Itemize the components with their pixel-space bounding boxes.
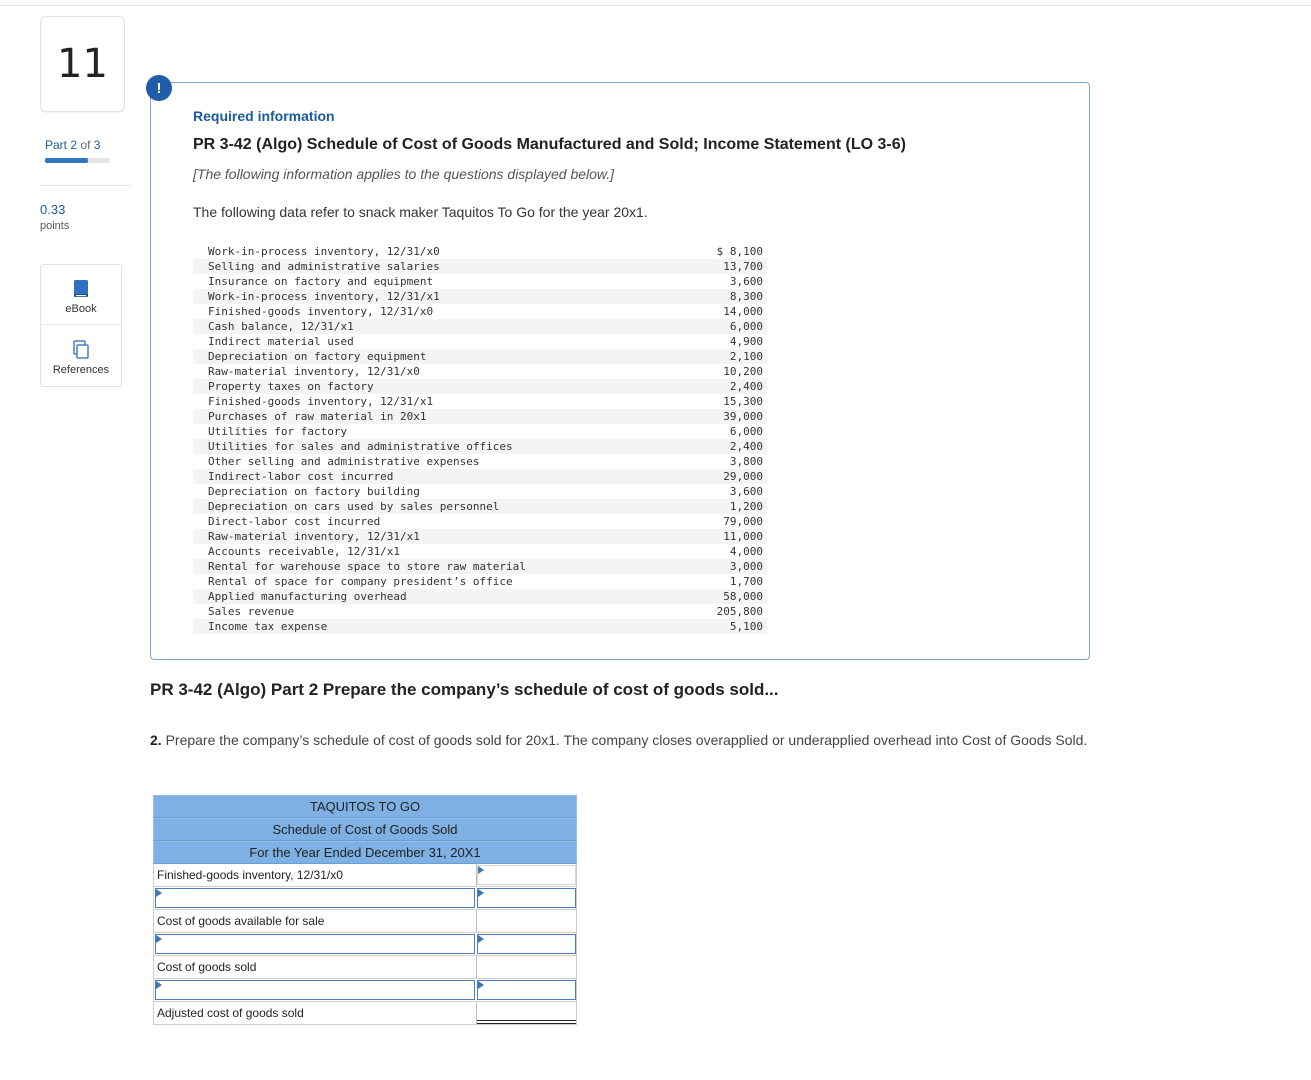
data-row-value: 5,100 xyxy=(647,619,767,634)
row-label: Cost of goods available for sale xyxy=(157,914,325,928)
dropdown-flag-icon xyxy=(156,981,162,989)
points-label: points xyxy=(40,220,70,232)
ebook-button[interactable] xyxy=(41,265,121,325)
ebook-label: eBook xyxy=(65,303,97,315)
dropdown-flag-icon xyxy=(156,935,162,943)
data-row xyxy=(193,544,767,559)
data-row-label: Utilities for sales and administrative offices xyxy=(193,439,647,454)
data-row-label: Income tax expense xyxy=(193,619,647,634)
points-value: 0.33 xyxy=(40,202,66,217)
input-flag-icon xyxy=(478,935,484,943)
part-indicator xyxy=(45,138,100,152)
dropdown-flag-icon xyxy=(156,889,162,897)
line-item-amount-3[interactable] xyxy=(477,980,576,1000)
question-number: 11 xyxy=(40,16,125,112)
data-row-value: 29,000 xyxy=(647,469,767,484)
line-item-select-2[interactable] xyxy=(155,934,475,954)
data-row-value: 205,800 xyxy=(716,605,763,618)
data-row-label: Sales revenue xyxy=(208,605,295,618)
data-row xyxy=(193,364,767,379)
data-row xyxy=(193,424,767,439)
column-divider xyxy=(476,910,477,932)
data-row-value: 39,000 xyxy=(647,409,767,424)
data-row-label: Property taxes on factory xyxy=(193,379,647,394)
row-label: Cost of goods sold xyxy=(157,960,257,974)
data-row-value: 6,000 xyxy=(729,425,763,438)
part-total: 3 xyxy=(93,138,101,152)
data-row-value: 1,700 xyxy=(729,575,763,588)
data-row-value: 10,200 xyxy=(723,365,763,378)
required-info-heading: Required information xyxy=(193,108,335,124)
worksheet-period: For the Year Ended December 31, 20X1 xyxy=(153,841,577,864)
part-of: of xyxy=(80,138,91,152)
data-row xyxy=(193,394,767,409)
data-row xyxy=(193,604,767,619)
data-row-label: Raw-material inventory, 12/31/x0 xyxy=(208,365,420,378)
data-row xyxy=(193,559,767,574)
tools-panel xyxy=(40,264,122,387)
column-divider xyxy=(476,956,477,978)
data-row xyxy=(193,379,767,394)
points-display xyxy=(40,202,69,234)
data-row-label: Raw-material inventory, 12/31/x1 xyxy=(193,529,647,544)
data-row-value: 79,000 xyxy=(723,515,763,528)
data-row xyxy=(193,334,767,349)
data-row-value: 4,000 xyxy=(729,545,763,558)
part-progress-fill xyxy=(45,158,88,163)
data-row-label: Utilities for factory xyxy=(208,425,348,438)
instruction-text: Prepare the company’s schedule of cost of goods sold for 20x1. The company closes overapplied or underapplied overhead into Cost of Goods Sold. xyxy=(161,732,1088,748)
data-table xyxy=(193,244,767,634)
data-row-label: Purchases of raw material in 20x1 xyxy=(193,409,647,424)
part-prefix: Part xyxy=(45,138,68,152)
data-row-label: Rental for warehouse space to store raw material xyxy=(193,559,647,574)
data-row-label: Other selling and administrative expenses xyxy=(208,455,480,468)
data-row-label: Direct-labor cost incurred xyxy=(208,515,381,528)
worksheet-schedule-title: Schedule of Cost of Goods Sold xyxy=(153,818,577,841)
data-row xyxy=(193,349,767,364)
data-row xyxy=(193,484,767,499)
row-cogs xyxy=(153,956,577,979)
data-row-label: Finished-goods inventory, 12/31/x0 xyxy=(208,305,434,318)
data-row-value: 3,600 xyxy=(729,275,763,288)
data-row-label: Finished-goods inventory, 12/31/x1 xyxy=(208,395,434,408)
problem-note: [The following information applies to the questions displayed below.] xyxy=(193,166,615,182)
data-row-value: 3,000 xyxy=(647,559,767,574)
data-row-value: 8,300 xyxy=(647,289,767,304)
data-row-label: Depreciation on cars used by sales personnel xyxy=(193,499,647,514)
row-adjusted-cogs xyxy=(153,1002,577,1025)
data-row-value: 11,000 xyxy=(647,529,767,544)
rail-divider xyxy=(40,185,130,186)
data-row-value: 2,400 xyxy=(647,439,767,454)
alert-icon: ! xyxy=(146,75,172,101)
problem-title: PR 3-42 (Algo) Schedule of Cost of Goods Manufactured and Sold; Income Statement (LO 3-6) xyxy=(193,136,906,153)
data-row-value: 58,000 xyxy=(647,589,767,604)
data-row xyxy=(193,244,767,259)
line-item-select-1[interactable] xyxy=(155,888,475,908)
data-row xyxy=(193,514,767,529)
row-label: Finished-goods inventory, 12/31/x0 xyxy=(157,868,343,882)
data-row xyxy=(193,574,767,589)
data-row-label: Rental of space for company president’s office xyxy=(208,575,513,588)
line-item-amount-2[interactable] xyxy=(477,934,576,954)
data-row xyxy=(193,274,767,289)
part2-instruction xyxy=(150,732,1090,749)
data-row-value: 13,700 xyxy=(647,259,767,274)
data-row-value: 15,300 xyxy=(723,395,763,408)
references-button[interactable] xyxy=(41,326,121,386)
data-row-label: Depreciation on factory building xyxy=(208,485,420,498)
data-row-value: 3,800 xyxy=(729,455,763,468)
row-goods-available xyxy=(153,910,577,933)
data-row xyxy=(193,499,767,514)
references-label: References xyxy=(52,364,110,376)
line-item-select-3[interactable] xyxy=(155,980,475,1000)
cogs-worksheet xyxy=(153,795,577,1025)
row-blank-1 xyxy=(153,887,577,910)
data-row-value: 3,600 xyxy=(729,485,763,498)
data-row-label: Insurance on factory and equipment xyxy=(208,275,434,288)
data-row-label: Work-in-process inventory, 12/31/x0 xyxy=(208,245,440,258)
data-row xyxy=(193,304,767,319)
data-row xyxy=(193,529,767,544)
data-row xyxy=(193,619,767,634)
top-divider xyxy=(0,5,1311,6)
data-row-label: Cash balance, 12/31/x1 xyxy=(193,319,647,334)
data-row xyxy=(193,469,767,484)
data-row-label: Accounts receivable, 12/31/x1 xyxy=(208,545,401,558)
references-icon xyxy=(72,340,90,360)
input-flag-icon xyxy=(478,866,484,874)
data-row xyxy=(193,319,767,334)
data-row xyxy=(193,589,767,604)
part2-title: PR 3-42 (Algo) Part 2 Prepare the company’s schedule of cost of goods sold... xyxy=(150,680,779,699)
data-row-value: 1,200 xyxy=(647,499,767,514)
data-row-value: 14,000 xyxy=(723,305,763,318)
row-blank-3 xyxy=(153,979,577,1002)
row-label: Adjusted cost of goods sold xyxy=(157,1006,304,1020)
data-row-label: Indirect material used xyxy=(208,335,354,348)
data-row xyxy=(193,454,767,469)
data-row-label: Work-in-process inventory, 12/31/x1 xyxy=(193,289,647,304)
data-row-label: Selling and administrative salaries xyxy=(193,259,647,274)
part-progress-bar xyxy=(45,158,110,163)
data-row-value: 4,900 xyxy=(729,335,763,348)
worksheet-company: TAQUITOS TO GO xyxy=(153,795,577,818)
data-row-label: Applied manufacturing overhead xyxy=(193,589,647,604)
data-row-label: Depreciation on factory equipment xyxy=(193,349,647,364)
data-row xyxy=(193,439,767,454)
data-row-value: 2,100 xyxy=(647,349,767,364)
input-flag-icon xyxy=(478,889,484,897)
data-row xyxy=(193,289,767,304)
data-row xyxy=(193,409,767,424)
data-row xyxy=(193,259,767,274)
part-current: 2 xyxy=(70,138,78,152)
fg-begin-amount-input[interactable] xyxy=(477,865,576,885)
data-row-value: 2,400 xyxy=(647,379,767,394)
data-row-label: Indirect-labor cost incurred xyxy=(193,469,647,484)
instruction-number: 2. xyxy=(150,732,162,748)
data-row-value: $ 8,100 xyxy=(716,245,763,258)
data-row-value: 6,000 xyxy=(647,319,767,334)
input-flag-icon xyxy=(478,981,484,989)
book-icon xyxy=(72,279,90,299)
row-finished-goods-begin xyxy=(153,864,577,887)
adjusted-cogs-total-underline xyxy=(477,1020,576,1024)
problem-intro: The following data refer to snack maker Taquitos To Go for the year 20x1. xyxy=(193,204,648,220)
line-item-amount-1[interactable] xyxy=(477,888,576,908)
row-blank-2 xyxy=(153,933,577,956)
